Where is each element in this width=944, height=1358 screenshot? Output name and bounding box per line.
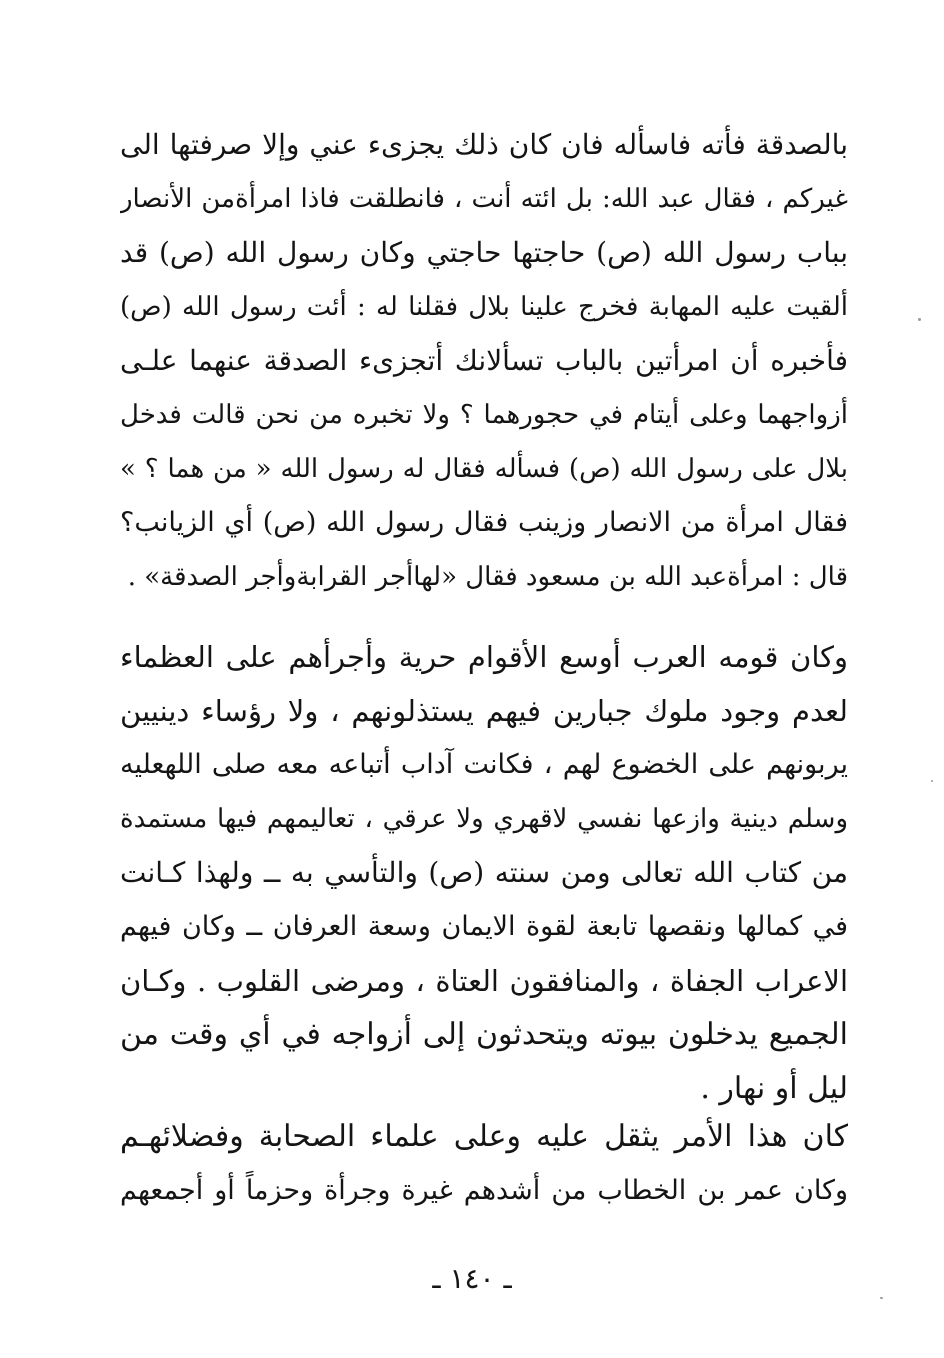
text-line: لعدم وجود ملوك جبارين فيهم يستذلونهم ، ولا رؤساء دينيين (120, 694, 848, 728)
text-line: قال : امرأةعبد الله بن مسعود فقال «لهاأجر القرابةوأجر الصدقة» . (127, 562, 848, 592)
text-line: أزواجهما وعلى أيتام في حجورهما ؟ ولا تخبره من نحن قالت فدخل (120, 400, 848, 430)
text-line: من كتاب الله تعالى ومن سنته (ص) والتأسي به ــ ولهذا كـانت (120, 856, 848, 889)
text-line: وسلم دينية وازعها نفسي لاقهري ولا عرقي ، تعاليمهم فيها مستمدة (120, 804, 848, 834)
text-line: ألقيت عليه المهابة فخرج علينا بلال فقلنا له : أئت رسول الله (ص) (120, 292, 848, 322)
text-line: فأخبره أن امرأتين بالباب تسألانك أتجزىء الصدقة عنهما علـى (120, 344, 848, 377)
paragraph-3 (120, 1110, 848, 1218)
paragraph-1 (120, 118, 848, 604)
paragraph-2 (120, 630, 848, 1116)
text-line: الجميع يدخلون بيوته ويتحدثون إلى أزواجه في أي وقت من (120, 1017, 848, 1052)
text-line: الاعراب الجفاة ، والمنافقون العتاة ، ومرضى القلوب . وكـان (120, 964, 848, 998)
scan-speck (931, 780, 933, 782)
text-line: بباب رسول الله (ص) حاجتها حاجتي وكان رسول الله (ص) قد (120, 236, 848, 269)
text-line: وكان عمر بن الخطاب من أشدهم غيرة وجرأة وحزماً أو أجمعهم (120, 1175, 848, 1206)
text-line: فقال امرأة من الانصار وزينب فقال رسول الله (ص) أي الزيانب؟ (120, 507, 848, 538)
text-line: ليل أو نهار . (700, 1071, 848, 1106)
text-line: كان هذا الأمر يثقل عليه وعلى علماء الصحابة وفضلائهـم (120, 1119, 848, 1154)
scan-speck (918, 318, 921, 321)
text-line: وكان قومه العرب أوسع الأقوام حرية وأجرأهم على العظماء (120, 640, 848, 674)
text-line: في كمالها ونقصها تابعة لقوة الايمان وسعة العرفان ــ وكان فيهم (120, 911, 848, 942)
scan-speck (880, 1297, 883, 1299)
text-line: بالصدقة فأته فاسأله فان كان ذلك يجزىء عني وإلا صرفتها الى (120, 128, 848, 161)
page-number: ـ ١٤٠ ـ (432, 1262, 512, 1295)
text-line: غيركم ، فقال عبد الله: بل ائته أنت ، فانطلقت فاذا امرأةمن الأنصار (120, 184, 848, 214)
text-line: يربونهم على الخضوع لهم ، فكانت آداب أتباعه معه صلى اللهعليه (120, 749, 848, 780)
text-line: بلال على رسول الله (ص) فسأله فقال له رسول الله « من هما ؟ » (120, 454, 848, 484)
